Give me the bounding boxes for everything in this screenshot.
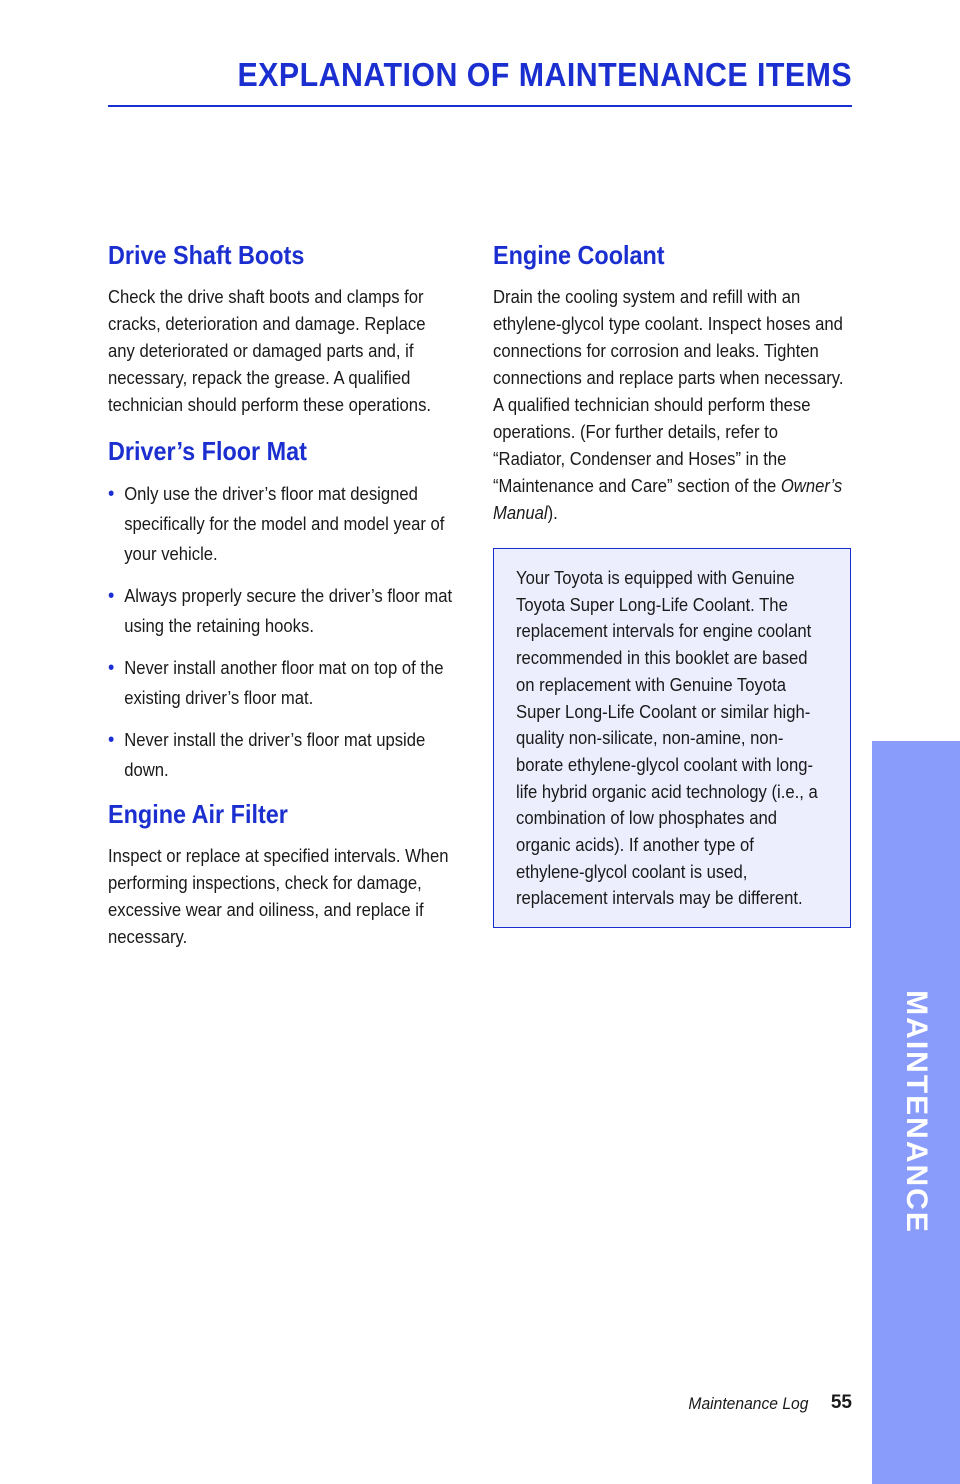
list-item <box>108 479 457 569</box>
list-item <box>108 581 457 641</box>
section-drivers-floor-mat <box>108 436 458 785</box>
footer-log-label: Maintenance Log <box>687 1394 808 1413</box>
list-item <box>108 653 457 713</box>
section-body <box>493 283 849 526</box>
list-item-text: Never install the driver’s floor mat upside down. <box>124 729 426 780</box>
section-heading: Engine Air Filter <box>108 799 288 829</box>
page-title: EXPLANATION OF MAINTENANCE ITEMS <box>237 56 852 93</box>
coolant-notice-box <box>493 548 851 928</box>
bullet-icon: • <box>108 585 115 607</box>
list-item-text: Never install another floor mat on top of the existing driver’s floor mat. <box>124 657 444 708</box>
section-body: Inspect or replace at specified intervals. When performing inspections, check for damage, excessive wear and oiliness, and replace if necessary. <box>108 845 449 947</box>
owners-manual-reference: Owner’s Manual <box>493 475 843 523</box>
list-item-text: Always properly secure the driver’s floor mat using the retaining hooks. <box>124 585 453 636</box>
title-divider <box>108 105 852 107</box>
list-item <box>108 725 457 785</box>
bullet-icon: • <box>108 729 115 751</box>
notice-text: Your Toyota is equipped with Genuine Toyota Super Long-Life Coolant. The replacement intervals for engine coolant recommended in this booklet are based on replacement with Genuine Toyota Super Long-Life Coolant or similar high-quality non-silicate, non-amine, non-borate ethylene-glycol coolant with long-life hybrid organic acid technology (i.e., a combination of low phosphates and organic acids). If another type of ethylene-glycol coolant is used, replacement intervals may be different. <box>516 567 818 909</box>
section-engine-air-filter <box>108 799 458 950</box>
page-number: 55 <box>830 1392 852 1413</box>
section-body: Check the drive shaft boots and clamps for cracks, deterioration and damage. Replace any deteriorated or damaged parts and, if necessary, repack the grease. A qualified technician should perform these operations. <box>108 286 432 415</box>
section-drive-shaft-boots <box>108 240 458 418</box>
coolant-body-text: Drain the cooling system and refill with an ethylene-glycol type coolant. Inspect hoses and connections for corrosion and leaks. Tighten connections and replace parts when necessary. A qualified technician should perform these operations. (For further details, refer to “Radiator, Condenser and Hoses” in the “Maintenance and Care” section of the <box>493 286 844 496</box>
section-heading: Driver’s Floor Mat <box>108 436 307 466</box>
right-column <box>493 240 853 544</box>
section-heading: Engine Coolant <box>493 240 665 270</box>
section-engine-coolant <box>493 240 853 526</box>
bullet-icon: • <box>108 483 115 505</box>
coolant-body-end: ). <box>547 502 558 523</box>
bullet-icon: • <box>108 657 115 679</box>
list-item-text: Only use the driver’s floor mat designed specifically for the model and model year of your vehicle. <box>124 483 445 564</box>
side-tab-label: MAINTENANCE <box>900 990 933 1234</box>
left-column <box>108 240 458 968</box>
section-heading: Drive Shaft Boots <box>108 240 305 270</box>
bullet-list <box>108 479 458 785</box>
